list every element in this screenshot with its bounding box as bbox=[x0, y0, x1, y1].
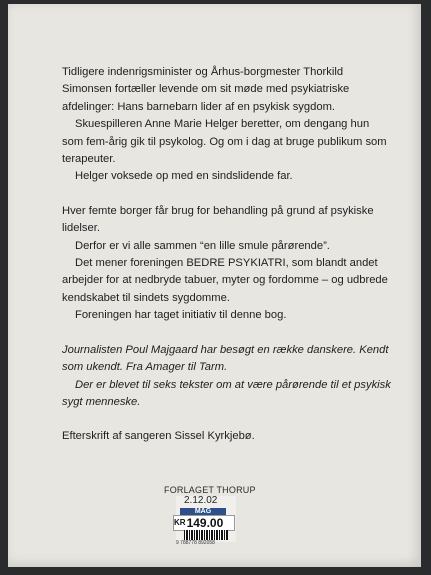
paragraph-2: Skuespilleren Anne Marie Helger beretter, om dengang hun som fem-årig gik til psykolog. Og om i dag at bruge publikum som terapeuter. bbox=[62, 118, 387, 166]
spacer bbox=[62, 411, 392, 428]
spacer bbox=[62, 186, 392, 203]
paragraph-3: Helger voksede op med en sindslidende far. bbox=[75, 170, 293, 183]
blurb-text bbox=[62, 64, 392, 446]
paragraph-9: Der er blevet til seks tekster om at være pårørende til et psykisk sygt menneske. bbox=[62, 378, 391, 408]
price-sticker bbox=[174, 495, 236, 546]
paragraph-6: Det mener foreningen BEDRE PSYKIATRI, som blandt andet arbejder for at nedbryde tabuer, myter og fordomme – og udbrede kendskabet til sindets sygdomme. bbox=[62, 257, 388, 304]
sticker-band: MAG bbox=[180, 508, 226, 516]
publisher-name: FORLAGET THORUP bbox=[164, 485, 256, 495]
paragraph-4: Hver femte borger får brug for behandling på grund af psykiske lidelser. bbox=[62, 204, 374, 235]
currency-label: KR bbox=[174, 518, 186, 527]
paragraph-1: Tidligere indenrigsminister og Århus-borgmester Thorkild Simonsen fortæller levende om sit møde med psykiatriske afdelinger: Hans barnebarn lider af en psykisk sygdom. bbox=[62, 66, 350, 113]
paragraph-10: Efterskrift af sangeren Sissel Kyrkjebø. bbox=[62, 430, 255, 443]
paragraph-8: Journalisten Poul Majgaard har besøgt en række danskere. Kendt som ukendt. Fra Amager til Tarm. bbox=[62, 343, 389, 374]
barcode-icon bbox=[184, 530, 228, 540]
spacer bbox=[62, 325, 392, 342]
barcode-digits: 9 788778 892058 bbox=[176, 540, 215, 546]
paragraph-7: Foreningen har taget initiativ til denne bog. bbox=[75, 309, 287, 322]
book-back-cover bbox=[8, 4, 421, 567]
paragraph-5: Derfor er vi alle sammen “en lille smule pårørende”. bbox=[75, 239, 330, 252]
price-value: 149.00 bbox=[186, 516, 224, 530]
sticker-date: 2.12.02 bbox=[184, 495, 218, 506]
price-label bbox=[173, 515, 235, 531]
